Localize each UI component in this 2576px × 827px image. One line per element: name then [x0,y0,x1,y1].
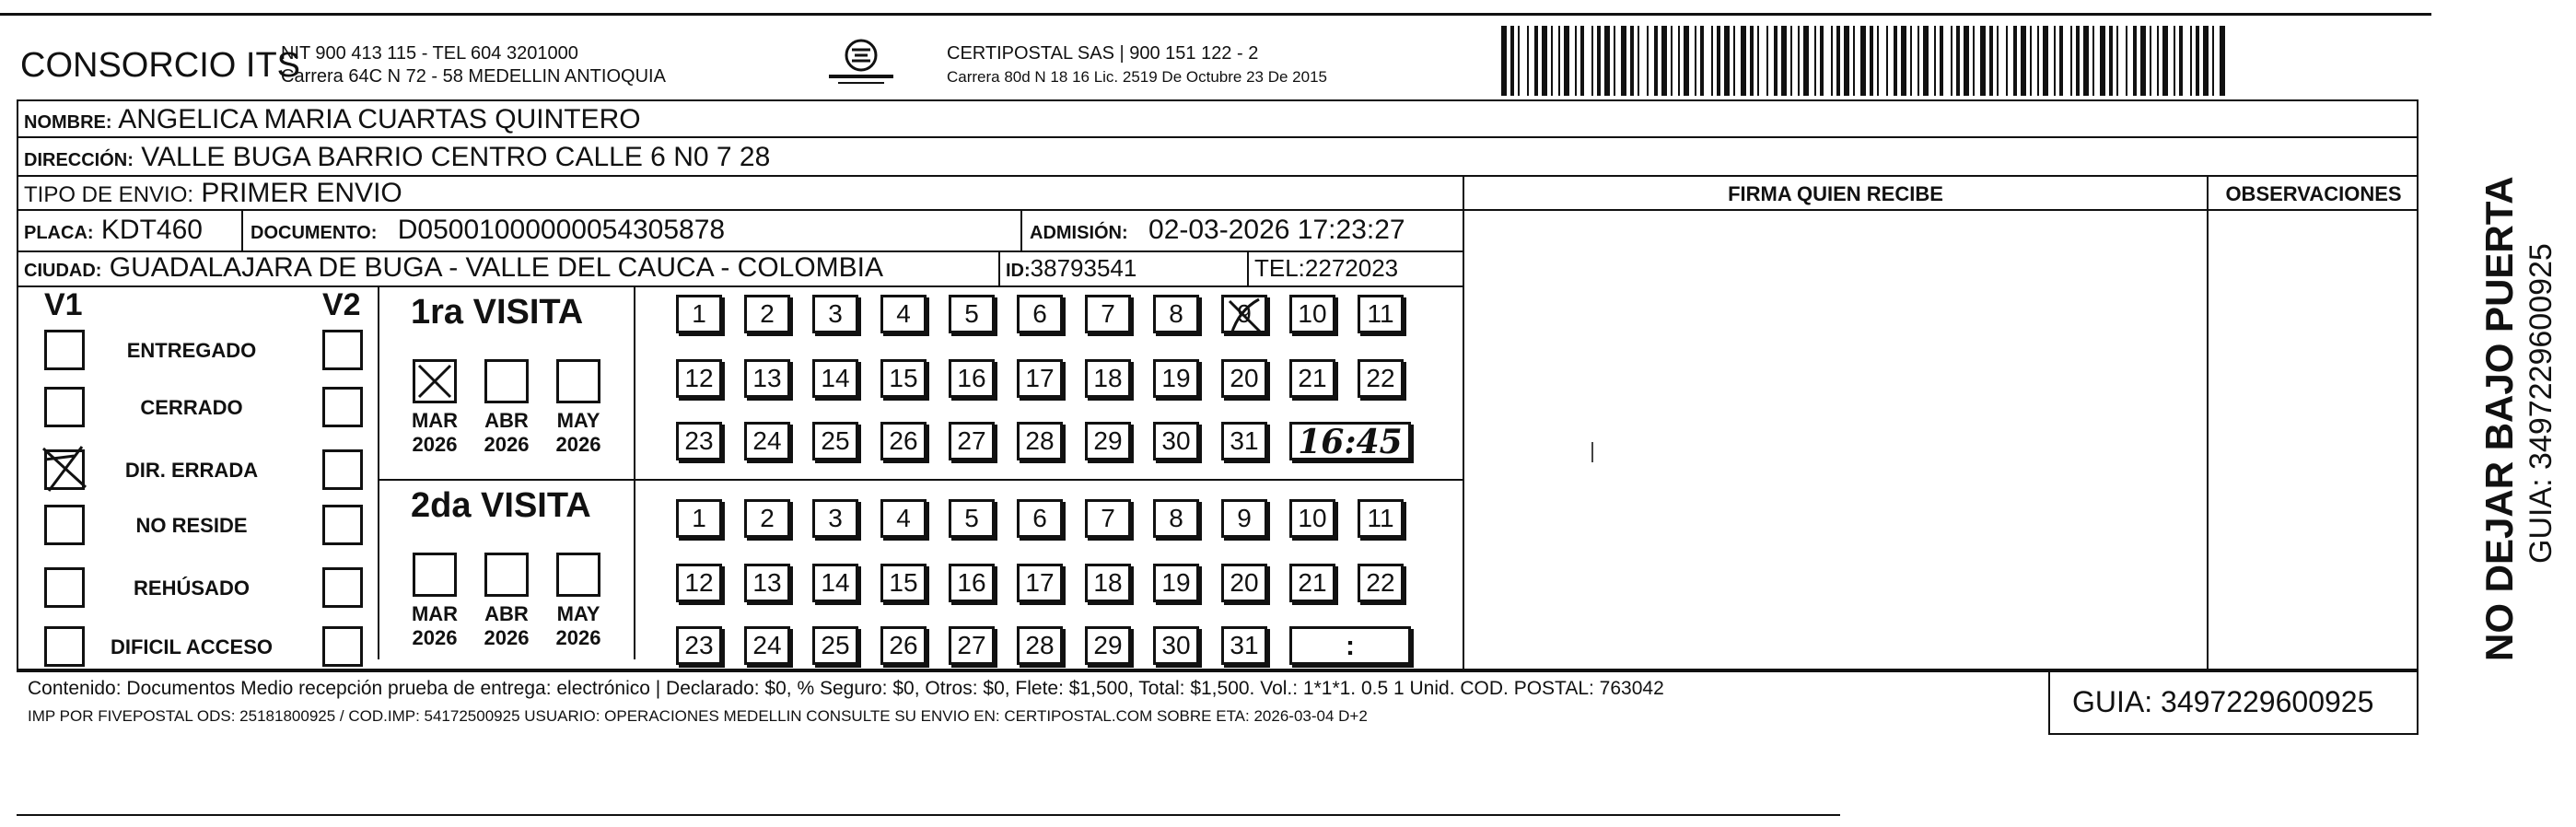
row-line-1 [17,136,2419,138]
visit2-day-box[interactable]: 4 [880,499,927,538]
admision-divider [1020,209,1022,250]
visit1-day-box[interactable]: 24 [744,422,790,460]
visit1-day-box[interactable]: 3 [812,295,858,333]
v2-checkbox[interactable] [322,505,363,545]
status-option-label: ENTREGADO [126,339,257,362]
visit2-day-box[interactable]: 21 [1289,564,1335,602]
carrier-address: Carrera 80d N 18 16 Lic. 2519 De Octubre 23 De 2015 [947,68,1327,86]
tipo-value: PRIMER ENVIO [201,178,402,208]
check-mark-icon [1220,292,1272,340]
placa-divider [241,209,243,250]
tipo-label: TIPO DE ENVIO: [24,182,194,207]
barcode [1501,26,2238,96]
visit1-day-box[interactable]: 5 [949,295,995,333]
visit2-day-box[interactable]: 15 [880,564,927,602]
id-cell [1006,254,1136,283]
visit1-day-box[interactable]: 25 [812,422,858,460]
direccion-row [24,142,770,173]
v1-checkbox[interactable] [44,626,85,667]
visit1-day-box[interactable]: 7 [1085,295,1131,333]
placa-cell [24,215,203,246]
visit2-day-box[interactable]: 8 [1153,499,1199,538]
visit2-month-box[interactable] [484,553,529,597]
visit2-day-box[interactable]: 2 [744,499,790,538]
id-label: ID: [1006,261,1031,281]
firma-header: FIRMA QUIEN RECIBE [1728,182,1943,205]
company-name: CONSORCIO ITS [20,46,301,85]
documento-cell [251,215,725,246]
visit1-day-box[interactable]: 21 [1289,359,1335,398]
v2-checkbox[interactable] [322,330,363,370]
visit2-time-box[interactable]: : [1289,626,1411,665]
visit1-day-box[interactable]: 6 [1017,295,1063,333]
visit1-day-box[interactable]: 14 [812,359,858,398]
visit2-day-box[interactable]: 10 [1289,499,1335,538]
ciudad-label: CIUDAD: [24,261,102,281]
obs-left-line [2207,175,2209,670]
footer-contenido: Contenido: Documentos Medio recepción prueba de entrega: electrónico | Declarado: $0, % Seguro: $0, Otros: $0, Flete: $1,500, Total: $1,500. Vol.: 1*1*1. 0.5 1 Unid. COD. POSTAL: 763042 [28,678,1664,699]
no-dejar-warning: NO DEJAR BAJO PUERTA [2477,176,2521,661]
visit1-day-box[interactable]: 16 [949,359,995,398]
visit1-day-box[interactable]: 23 [676,422,722,460]
visit2-day-box[interactable]: 5 [949,499,995,538]
visit1-day-box[interactable]: 19 [1153,359,1199,398]
bottom-line [17,814,1840,816]
visit2-day-box[interactable]: 12 [676,564,722,602]
status-option-label: REHÚSADO [134,577,250,600]
v2-header: V2 [322,287,361,322]
visit1-day-box[interactable]: 15 [880,359,927,398]
side-guia: GUIA: 3497229600925 [2524,243,2559,564]
tipo-row [24,178,402,209]
visit2-month-box[interactable] [413,553,457,597]
check-mark-icon [38,441,93,496]
signature-mark [1591,442,1593,462]
v1-checkbox[interactable] [44,387,85,427]
visit1-day-box[interactable]: 27 [949,422,995,460]
visit2-day-box[interactable]: 14 [812,564,858,602]
nombre-row [24,104,641,135]
visit1-day-box[interactable]: 22 [1358,359,1404,398]
v1-checkbox[interactable] [44,449,85,490]
certipostal-logo [820,37,903,87]
visit2-day-box[interactable]: 24 [744,626,790,665]
visit1-day-box[interactable]: 28 [1017,422,1063,460]
visit1-day-box[interactable]: 30 [1153,422,1199,460]
visit2-day-box[interactable]: 22 [1358,564,1404,602]
v1-checkbox[interactable] [44,505,85,545]
visit2-month-label: MAY 2026 [555,602,601,649]
visit1-month-label: MAY 2026 [555,409,601,456]
visit2-day-box[interactable]: 18 [1085,564,1131,602]
visit1-month-box[interactable] [413,359,457,403]
visit1-month-label: MAR 2026 [411,409,459,456]
visit2-day-box[interactable]: 26 [880,626,927,665]
visit2-day-box[interactable]: 28 [1017,626,1063,665]
v2-checkbox[interactable] [322,449,363,490]
status-option-label: DIFICIL ACCESO [110,635,273,658]
visit2-day-box[interactable]: 19 [1153,564,1199,602]
firma-left-line [1463,175,1464,670]
v2-checkbox[interactable] [322,626,363,667]
visit1-day-box[interactable]: 17 [1017,359,1063,398]
months-days-divider [634,285,635,659]
top-border [0,13,2431,16]
visit2-month-label: ABR 2026 [484,602,530,649]
documento-value: D05001000000054305878 [397,215,726,245]
visit1-day-box[interactable]: 31 [1221,422,1267,460]
row-line-5 [17,285,1463,287]
visit1-day-box[interactable]: 29 [1085,422,1131,460]
visit2-day-box[interactable]: 27 [949,626,995,665]
visit2-month-label: MAR 2026 [411,602,459,649]
v2-checkbox[interactable] [322,387,363,427]
x-mark-icon [415,362,454,401]
status-option-label: NO RESIDE [135,514,248,537]
visit2-day-box[interactable]: 7 [1085,499,1131,538]
visit1-day-box[interactable]: 20 [1221,359,1267,398]
tel-divider [1247,250,1249,285]
visit1-day-box[interactable]: 18 [1085,359,1131,398]
visit2-day-box[interactable]: 6 [1017,499,1063,538]
visit1-title: 1ra VISITA [411,293,584,332]
ciudad-value: GUADALAJARA DE BUGA - VALLE DEL CAUCA - COLOMBIA [109,252,884,283]
visit1-day-box[interactable]: 12 [676,359,722,398]
footer-imp: IMP POR FIVEPOSTAL ODS: 25181800925 / COD.IMP: 54172500925 USUARIO: OPERACIONES MEDELLIN CONSULTE SU ENVIO EN: CERTIPOSTAL.COM SOBRE ETA: 2026-03-04 D+2 [28,707,1368,725]
visit2-month-box[interactable] [556,553,600,597]
carrier-name: CERTIPOSTAL SAS | 900 151 122 - 2 [947,43,1259,64]
visit2-day-box[interactable]: 23 [676,626,722,665]
v1-checkbox[interactable] [44,330,85,370]
visit2-day-box[interactable]: 1 [676,499,722,538]
nombre-value: ANGELICA MARIA CUARTAS QUINTERO [118,104,641,134]
visit2-title: 2da VISITA [411,486,591,525]
visit1-day-box[interactable]: 8 [1153,295,1199,333]
row-line-3 [17,209,2419,211]
visit2-day-box[interactable]: 17 [1017,564,1063,602]
id-divider [998,250,1000,285]
status-visit-divider [378,285,379,659]
direccion-label: DIRECCIÓN: [24,150,134,170]
tel-cell [1254,254,1398,283]
visit1-day-box[interactable]: 1 [676,295,722,333]
visit2-day-box[interactable]: 13 [744,564,790,602]
admision-cell [1030,215,1405,246]
visit2-day-box[interactable]: 11 [1358,499,1404,538]
visit2-day-box[interactable]: 9 [1221,499,1267,538]
visit2-day-box[interactable]: 16 [949,564,995,602]
visit2-day-box[interactable]: 3 [812,499,858,538]
visit2-day-box[interactable]: 20 [1221,564,1267,602]
visit1-time-box[interactable]: 16:45 [1289,422,1411,460]
visit1-day-box[interactable]: 2 [744,295,790,333]
admision-value: 02-03-2026 17:23:27 [1148,215,1405,245]
status-option-label: DIR. ERRADA [124,459,259,482]
status-option-label: CERRADO [140,396,243,419]
visit-divider [378,479,1463,481]
placa-value: KDT460 [100,215,203,245]
visit1-day-box[interactable]: 13 [744,359,790,398]
company-address: Carrera 64C N 72 - 58 MEDELLIN ANTIOQUIA [281,66,666,87]
visit1-month-label: ABR 2026 [484,409,530,456]
id-value: 38793541 [1030,254,1137,282]
visit2-day-box[interactable]: 29 [1085,626,1131,665]
visit2-day-box[interactable]: 30 [1153,626,1199,665]
v2-checkbox[interactable] [322,567,363,608]
visit1-month-box[interactable] [484,359,529,403]
direccion-value: VALLE BUGA BARRIO CENTRO CALLE 6 N0 7 28 [141,142,771,172]
tel-label: TEL: [1254,254,1305,282]
visit2-day-box[interactable]: 25 [812,626,858,665]
visit1-day-box[interactable]: 4 [880,295,927,333]
visit1-day-box[interactable]: 11 [1358,295,1404,333]
nombre-label: NOMBRE: [24,112,112,133]
v1-header: V1 [44,287,83,322]
company-nit: NIT 900 413 115 - TEL 604 3201000 [281,43,578,64]
visit1-day-box[interactable]: 10 [1289,295,1335,333]
placa-label: PLACA: [24,223,94,243]
visit1-day-box[interactable]: 26 [880,422,927,460]
visit1-month-box[interactable] [556,359,600,403]
row-line-2 [17,175,2419,177]
ciudad-cell [24,252,883,284]
visit1-day-box[interactable]: 9 [1221,295,1267,333]
visit2-day-box[interactable]: 31 [1221,626,1267,665]
documento-label: DOCUMENTO: [251,223,378,243]
guia-box-text: GUIA: 3497229600925 [2072,685,2374,718]
tel-value: 2272023 [1304,254,1399,282]
observaciones-header: OBSERVACIONES [2225,182,2402,205]
v1-checkbox[interactable] [44,567,85,608]
admision-label: ADMISIÓN: [1030,223,1128,243]
